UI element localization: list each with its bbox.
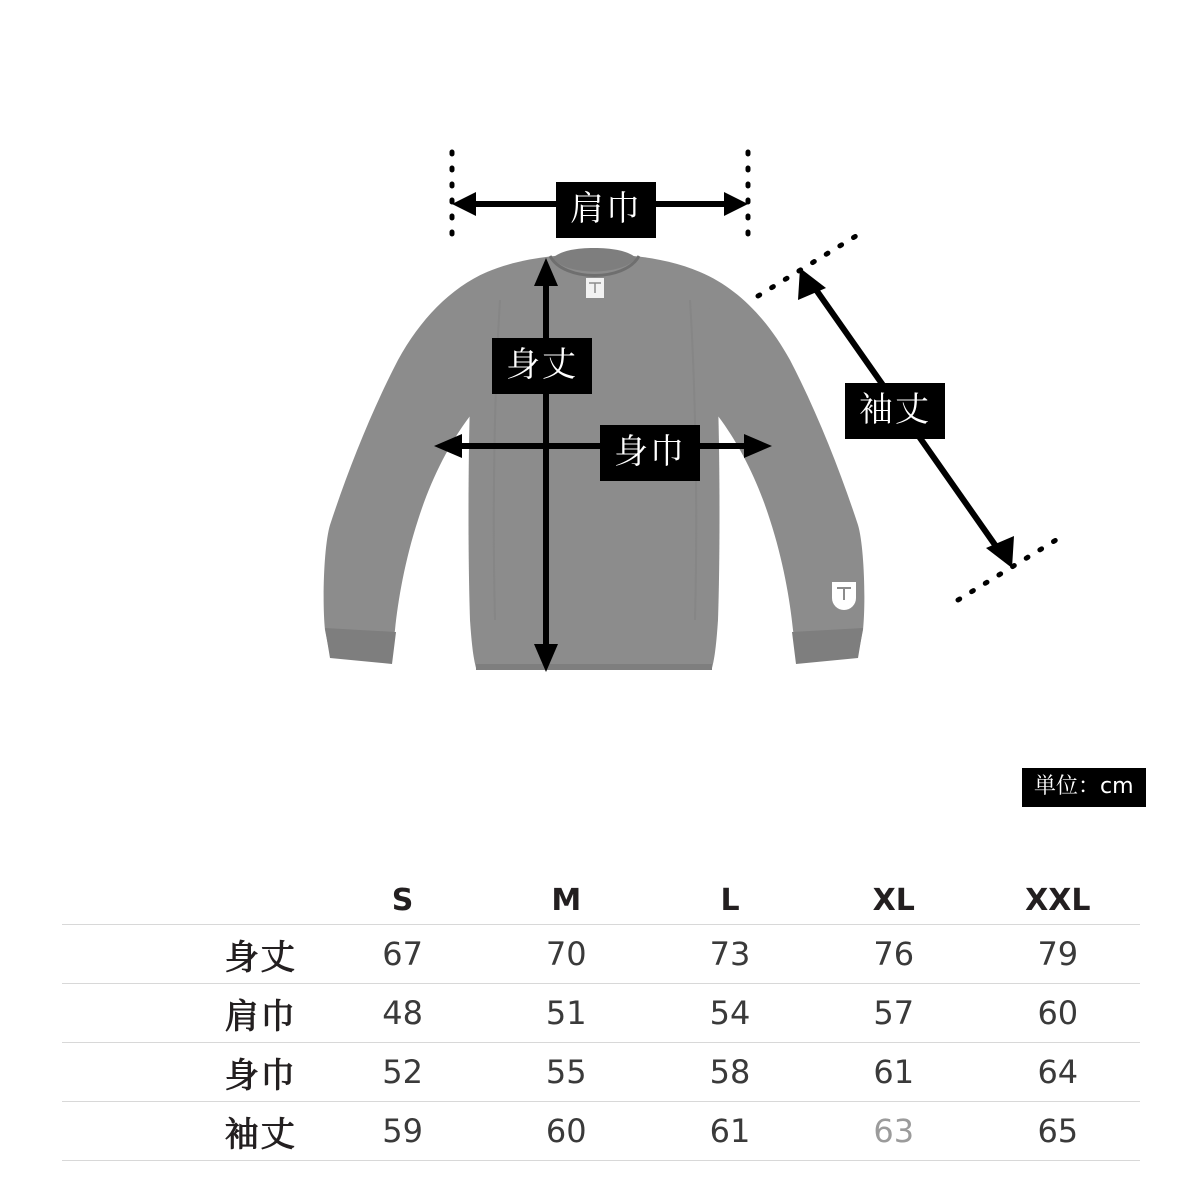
table-header-row xyxy=(62,862,1140,925)
row-label-sleeve-length: 袖丈 xyxy=(62,1102,321,1161)
cell-shoulder-width-l: 54 xyxy=(648,984,812,1043)
cell-sleeve-length-s: 59 xyxy=(321,1102,485,1161)
cell-shoulder-width-xxl: 60 xyxy=(976,984,1140,1043)
header-cell-xl: XL xyxy=(872,883,915,918)
cell-body-length-xl: 76 xyxy=(812,925,976,984)
cell-sleeve-length-l: 61 xyxy=(648,1102,812,1161)
callout-sleeve-length: 袖丈 xyxy=(845,383,945,439)
table-row xyxy=(62,925,1140,984)
cell-body-width-xl: 61 xyxy=(812,1043,976,1102)
row-label-body-width: 身巾 xyxy=(62,1043,321,1102)
cell-shoulder-width-m: 51 xyxy=(484,984,648,1043)
cell-body-width-s: 52 xyxy=(321,1043,485,1102)
unit-badge: 単位：cm xyxy=(1022,768,1146,807)
table-row xyxy=(62,1043,1140,1102)
cell-shoulder-width-s: 48 xyxy=(321,984,485,1043)
size-table xyxy=(62,862,1140,1161)
row-label-body-length: 身丈 xyxy=(62,925,321,984)
header-cell-blank xyxy=(62,862,321,925)
tshirt-shape xyxy=(324,248,865,670)
cell-body-width-m: 55 xyxy=(484,1043,648,1102)
cell-sleeve-length-xl: 63 xyxy=(812,1102,976,1161)
row-label-shoulder-width: 肩巾 xyxy=(62,984,321,1043)
cell-body-length-l: 73 xyxy=(648,925,812,984)
cell-body-length-xxl: 79 xyxy=(976,925,1140,984)
cell-body-length-s: 67 xyxy=(321,925,485,984)
table-row xyxy=(62,1102,1140,1161)
table-row xyxy=(62,984,1140,1043)
callout-body-width: 身巾 xyxy=(600,425,700,481)
cell-body-width-l: 58 xyxy=(648,1043,812,1102)
callout-shoulder-width: 肩巾 xyxy=(556,182,656,238)
header-cell-s: S xyxy=(391,883,414,918)
callout-body-length: 身丈 xyxy=(492,338,592,394)
header-cell-xxl: XXL xyxy=(1025,883,1091,918)
cell-body-length-m: 70 xyxy=(484,925,648,984)
cell-shoulder-width-xl: 57 xyxy=(812,984,976,1043)
cell-sleeve-length-m: 60 xyxy=(484,1102,648,1161)
header-cell-m: M xyxy=(551,883,582,918)
cell-body-width-xxl: 64 xyxy=(976,1043,1140,1102)
neck-label-icon xyxy=(586,278,604,298)
brand-mark-icon xyxy=(832,582,856,610)
header-cell-l: L xyxy=(720,883,740,918)
cell-sleeve-length-xxl: 65 xyxy=(976,1102,1140,1161)
